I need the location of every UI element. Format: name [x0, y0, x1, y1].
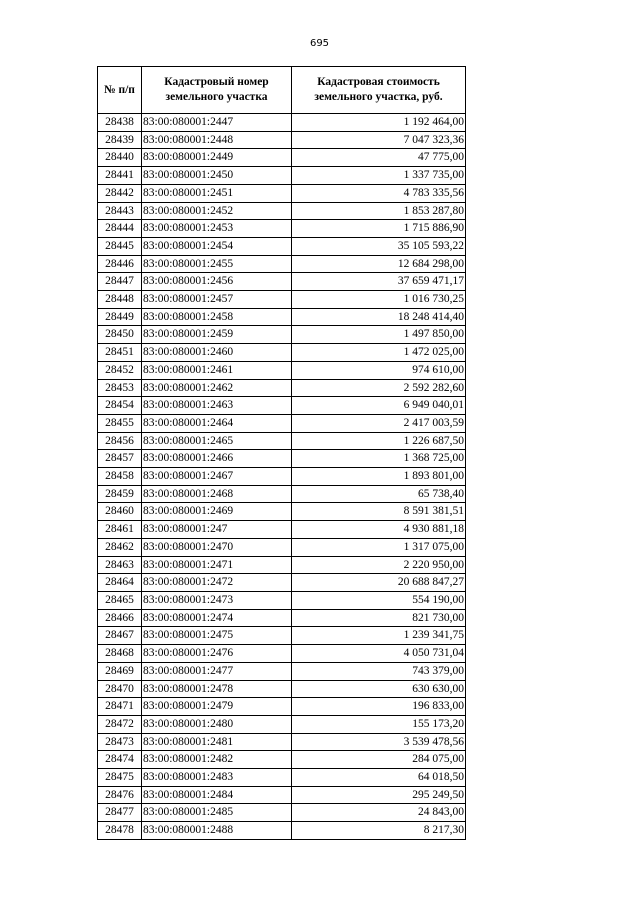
cadastral-number-cell: 83:00:080001:2450 — [142, 167, 292, 185]
cadastral-number-cell: 83:00:080001:2483 — [142, 769, 292, 787]
cadastral-number-cell: 83:00:080001:2457 — [142, 291, 292, 309]
cadastral-value-cell: 1 853 287,80 — [292, 202, 466, 220]
table-row — [98, 698, 466, 716]
row-number-cell: 28459 — [98, 485, 142, 503]
cadastral-value-cell: 1 715 886,90 — [292, 220, 466, 238]
cadastral-value-cell: 8 591 381,51 — [292, 503, 466, 521]
row-number-cell: 28440 — [98, 149, 142, 167]
cadastral-number-cell: 83:00:080001:2465 — [142, 432, 292, 450]
cadastral-number-cell: 83:00:080001:2488 — [142, 822, 292, 840]
cadastral-number-cell: 83:00:080001:2453 — [142, 220, 292, 238]
row-number-cell: 28460 — [98, 503, 142, 521]
table-row — [98, 220, 466, 238]
cadastral-number-cell: 83:00:080001:2468 — [142, 485, 292, 503]
cadastral-number-cell: 83:00:080001:2467 — [142, 468, 292, 486]
cadastral-value-cell: 4 050 731,04 — [292, 645, 466, 663]
cadastral-value-cell: 47 775,00 — [292, 149, 466, 167]
table-row — [98, 149, 466, 167]
table-row — [98, 715, 466, 733]
cadastral-value-cell: 6 949 040,01 — [292, 397, 466, 415]
row-number-cell: 28475 — [98, 769, 142, 787]
cadastral-number-cell: 83:00:080001:2454 — [142, 237, 292, 255]
row-number-cell: 28467 — [98, 627, 142, 645]
row-number-cell: 28455 — [98, 414, 142, 432]
row-number-cell: 28477 — [98, 804, 142, 822]
cadastral-number-cell: 83:00:080001:2477 — [142, 662, 292, 680]
row-number-cell: 28464 — [98, 574, 142, 592]
row-number-cell: 28457 — [98, 450, 142, 468]
cadastral-number-cell: 83:00:080001:2466 — [142, 450, 292, 468]
table-row — [98, 291, 466, 309]
row-number-cell: 28469 — [98, 662, 142, 680]
cadastral-number-cell: 83:00:080001:2455 — [142, 255, 292, 273]
cadastral-number-cell: 83:00:080001:2451 — [142, 184, 292, 202]
cadastral-value-cell: 4 783 335,56 — [292, 184, 466, 202]
cadastral-number-cell: 83:00:080001:2452 — [142, 202, 292, 220]
table-row — [98, 344, 466, 362]
cadastral-number-cell: 83:00:080001:2460 — [142, 344, 292, 362]
row-number-cell: 28471 — [98, 698, 142, 716]
cadastral-value-cell: 1 497 850,00 — [292, 326, 466, 344]
row-number-cell: 28446 — [98, 255, 142, 273]
table-row — [98, 591, 466, 609]
table-row — [98, 379, 466, 397]
table-row — [98, 326, 466, 344]
cadastral-value-cell: 2 220 950,00 — [292, 556, 466, 574]
table-row — [98, 202, 466, 220]
cadastral-number-cell: 83:00:080001:2474 — [142, 609, 292, 627]
row-number-cell: 28439 — [98, 131, 142, 149]
table-row — [98, 503, 466, 521]
cadastral-number-cell: 83:00:080001:2462 — [142, 379, 292, 397]
cadastral-value-cell: 1 016 730,25 — [292, 291, 466, 309]
cadastral-number-cell: 83:00:080001:2469 — [142, 503, 292, 521]
table-row — [98, 769, 466, 787]
table-body — [98, 114, 466, 840]
cadastral-value-cell: 64 018,50 — [292, 769, 466, 787]
table-row — [98, 432, 466, 450]
header-row-number: № п/п — [98, 67, 142, 114]
table-row — [98, 574, 466, 592]
cadastral-value-cell: 65 738,40 — [292, 485, 466, 503]
row-number-cell: 28456 — [98, 432, 142, 450]
table-row — [98, 521, 466, 539]
row-number-cell: 28458 — [98, 468, 142, 486]
table-row — [98, 273, 466, 291]
cadastral-number-cell: 83:00:080001:2484 — [142, 786, 292, 804]
cadastral-value-cell: 3 539 478,56 — [292, 733, 466, 751]
row-number-cell: 28462 — [98, 538, 142, 556]
cadastral-value-cell: 35 105 593,22 — [292, 237, 466, 255]
cadastral-value-cell: 18 248 414,40 — [292, 308, 466, 326]
cadastral-number-cell: 83:00:080001:2470 — [142, 538, 292, 556]
table-row — [98, 786, 466, 804]
table-row — [98, 414, 466, 432]
row-number-cell: 28472 — [98, 715, 142, 733]
table-row — [98, 450, 466, 468]
cadastral-number-cell: 83:00:080001:2464 — [142, 414, 292, 432]
row-number-cell: 28453 — [98, 379, 142, 397]
cadastral-number-cell: 83:00:080001:2448 — [142, 131, 292, 149]
table-row — [98, 556, 466, 574]
table-row — [98, 114, 466, 132]
cadastral-value-cell: 24 843,00 — [292, 804, 466, 822]
cadastral-value-cell: 1 317 075,00 — [292, 538, 466, 556]
cadastral-number-cell: 83:00:080001:2476 — [142, 645, 292, 663]
cadastral-number-cell: 83:00:080001:2458 — [142, 308, 292, 326]
cadastral-number-cell: 83:00:080001:2480 — [142, 715, 292, 733]
cadastral-number-cell: 83:00:080001:2478 — [142, 680, 292, 698]
cadastral-value-cell: 1 337 735,00 — [292, 167, 466, 185]
table-row — [98, 184, 466, 202]
cadastral-value-cell: 974 610,00 — [292, 361, 466, 379]
row-number-cell: 28450 — [98, 326, 142, 344]
cadastral-value-cell: 743 379,00 — [292, 662, 466, 680]
row-number-cell: 28473 — [98, 733, 142, 751]
table-row — [98, 804, 466, 822]
row-number-cell: 28438 — [98, 114, 142, 132]
cadastral-number-cell: 83:00:080001:2481 — [142, 733, 292, 751]
table-row — [98, 468, 466, 486]
row-number-cell: 28463 — [98, 556, 142, 574]
cadastral-value-cell: 7 047 323,36 — [292, 131, 466, 149]
row-number-cell: 28445 — [98, 237, 142, 255]
row-number-cell: 28470 — [98, 680, 142, 698]
cadastral-value-cell: 37 659 471,17 — [292, 273, 466, 291]
table-row — [98, 131, 466, 149]
row-number-cell: 28452 — [98, 361, 142, 379]
table-row — [98, 237, 466, 255]
row-number-cell: 28448 — [98, 291, 142, 309]
table-row — [98, 308, 466, 326]
row-number-cell: 28442 — [98, 184, 142, 202]
cadastral-value-cell: 12 684 298,00 — [292, 255, 466, 273]
cadastral-value-cell: 196 833,00 — [292, 698, 466, 716]
header-cadastral-value: Кадастровая стоимость земельного участка, руб. — [292, 67, 466, 114]
row-number-cell: 28441 — [98, 167, 142, 185]
table-row — [98, 167, 466, 185]
cadastral-number-cell: 83:00:080001:2456 — [142, 273, 292, 291]
cadastral-value-cell: 630 630,00 — [292, 680, 466, 698]
cadastral-value-cell: 8 217,30 — [292, 822, 466, 840]
row-number-cell: 28444 — [98, 220, 142, 238]
cadastral-number-cell: 83:00:080001:2471 — [142, 556, 292, 574]
cadastral-table — [97, 66, 466, 840]
table-row — [98, 361, 466, 379]
cadastral-number-cell: 83:00:080001:2449 — [142, 149, 292, 167]
cadastral-value-cell: 20 688 847,27 — [292, 574, 466, 592]
table-row — [98, 751, 466, 769]
table-row — [98, 538, 466, 556]
cadastral-number-cell: 83:00:080001:2485 — [142, 804, 292, 822]
row-number-cell: 28461 — [98, 521, 142, 539]
cadastral-value-cell: 821 730,00 — [292, 609, 466, 627]
table-header-row — [98, 67, 466, 114]
row-number-cell: 28454 — [98, 397, 142, 415]
cadastral-value-cell: 284 075,00 — [292, 751, 466, 769]
cadastral-value-cell: 1 226 687,50 — [292, 432, 466, 450]
row-number-cell: 28466 — [98, 609, 142, 627]
table-row — [98, 609, 466, 627]
table-row — [98, 733, 466, 751]
cadastral-value-cell: 1 893 801,00 — [292, 468, 466, 486]
row-number-cell: 28443 — [98, 202, 142, 220]
cadastral-number-cell: 83:00:080001:2475 — [142, 627, 292, 645]
table-row — [98, 662, 466, 680]
cadastral-value-cell: 1 192 464,00 — [292, 114, 466, 132]
cadastral-number-cell: 83:00:080001:2482 — [142, 751, 292, 769]
table-row — [98, 822, 466, 840]
cadastral-value-cell: 1 472 025,00 — [292, 344, 466, 362]
header-cadastral-number: Кадастровый номер земельного участка — [142, 67, 292, 114]
row-number-cell: 28449 — [98, 308, 142, 326]
row-number-cell: 28451 — [98, 344, 142, 362]
row-number-cell: 28474 — [98, 751, 142, 769]
cadastral-number-cell: 83:00:080001:247 — [142, 521, 292, 539]
table-row — [98, 680, 466, 698]
cadastral-number-cell: 83:00:080001:2473 — [142, 591, 292, 609]
row-number-cell: 28476 — [98, 786, 142, 804]
table-row — [98, 485, 466, 503]
table-row — [98, 645, 466, 663]
table-row — [98, 397, 466, 415]
cadastral-value-cell: 2 592 282,60 — [292, 379, 466, 397]
cadastral-value-cell: 1 239 341,75 — [292, 627, 466, 645]
cadastral-number-cell: 83:00:080001:2461 — [142, 361, 292, 379]
cadastral-number-cell: 83:00:080001:2479 — [142, 698, 292, 716]
cadastral-number-cell: 83:00:080001:2463 — [142, 397, 292, 415]
row-number-cell: 28468 — [98, 645, 142, 663]
table-row — [98, 255, 466, 273]
cadastral-value-cell: 295 249,50 — [292, 786, 466, 804]
cadastral-value-cell: 155 173,20 — [292, 715, 466, 733]
row-number-cell: 28465 — [98, 591, 142, 609]
cadastral-value-cell: 1 368 725,00 — [292, 450, 466, 468]
row-number-cell: 28478 — [98, 822, 142, 840]
cadastral-number-cell: 83:00:080001:2447 — [142, 114, 292, 132]
table-row — [98, 627, 466, 645]
cadastral-value-cell: 2 417 003,59 — [292, 414, 466, 432]
page-number: 695 — [309, 38, 330, 49]
cadastral-value-cell: 554 190,00 — [292, 591, 466, 609]
cadastral-number-cell: 83:00:080001:2472 — [142, 574, 292, 592]
row-number-cell: 28447 — [98, 273, 142, 291]
cadastral-value-cell: 4 930 881,18 — [292, 521, 466, 539]
cadastral-number-cell: 83:00:080001:2459 — [142, 326, 292, 344]
